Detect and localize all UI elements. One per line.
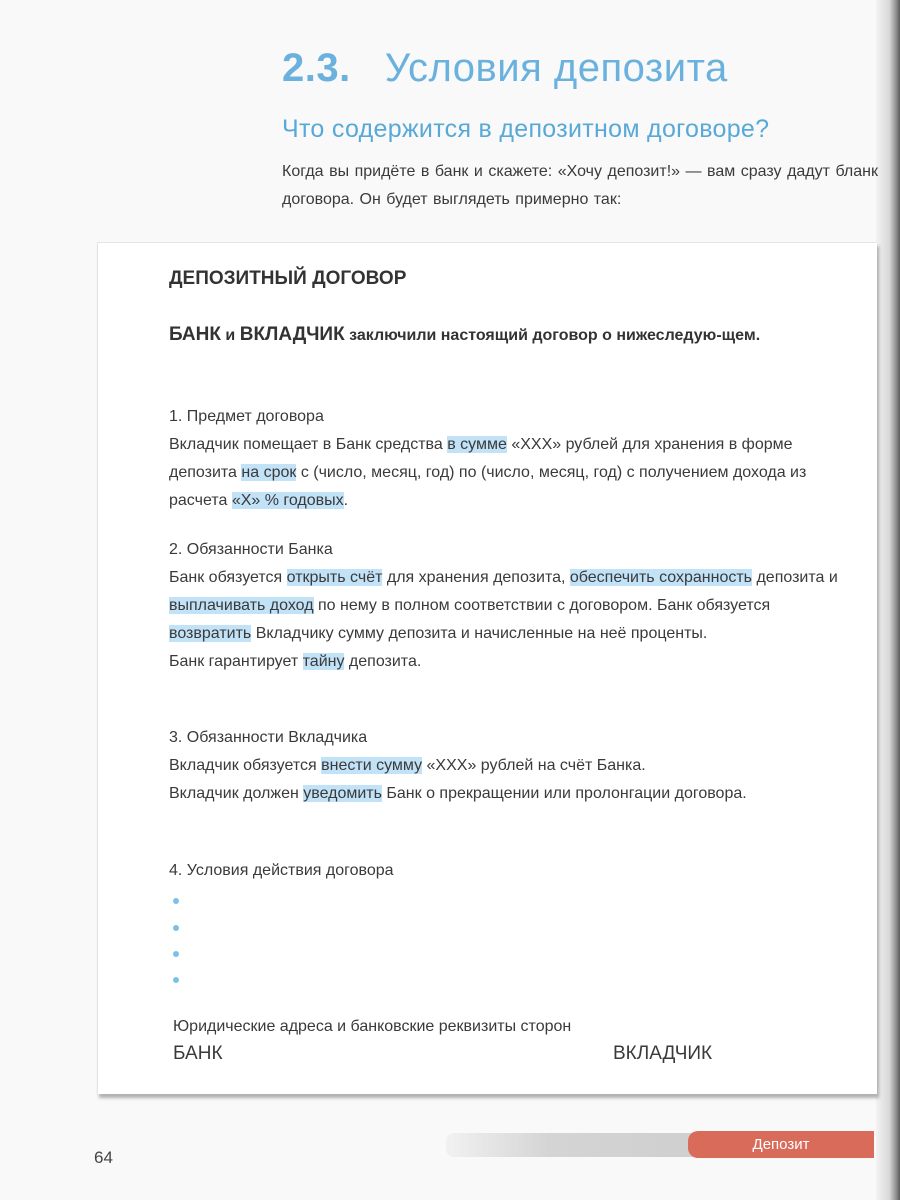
party-bank: БАНК	[169, 324, 221, 345]
section-body	[169, 431, 849, 515]
highlighted-term: тайну	[302, 653, 345, 670]
bullet-point-icon	[173, 977, 179, 983]
section-bank-duties	[169, 536, 849, 676]
signature-depositor: ВКЛАДЧИК	[613, 1043, 713, 1064]
section-body	[169, 564, 849, 648]
section-body-2	[169, 780, 849, 808]
section-heading: 3. Обязанности Вкладчика	[169, 729, 368, 746]
section-heading: 2. Обязанности Банка	[169, 541, 333, 558]
body-text: Банк обязуется	[169, 569, 287, 586]
highlighted-term: на срок	[241, 464, 297, 481]
body-text: «XXX» рублей для хранения в форме депозита	[169, 436, 793, 481]
chapter-title-text: Условия депозита	[384, 46, 728, 90]
body-text: «XXX» рублей на счёт Банка.	[422, 757, 646, 774]
body-text: для хранения депозита,	[382, 569, 570, 586]
body-text: Вкладчику сумму депозита и начисленные на неё проценты.	[251, 625, 708, 642]
body-text: с (число, месяц, год) по (число, месяц, год) с получением дохода из расчета	[169, 464, 807, 509]
body-text: Банк гарантирует	[169, 653, 303, 670]
highlighted-term: открыть счёт	[286, 569, 383, 586]
body-text: депозита.	[344, 653, 422, 670]
party-depositor: ВКЛАДЧИК	[239, 324, 345, 345]
bullet-point-icon	[173, 951, 179, 957]
signature-bank: БАНК	[173, 1043, 223, 1064]
chapter-title	[282, 46, 728, 91]
highlighted-term: уведомить	[303, 785, 382, 802]
contract-form	[97, 242, 877, 1094]
section-tab: Депозит	[688, 1131, 874, 1158]
page-number: 64	[94, 1148, 113, 1167]
highlighted-term: «X» % годовых	[231, 492, 344, 509]
body-text: Банк о прекращении или пролонгации договора.	[381, 785, 747, 802]
highlighted-term: внести сумму	[321, 757, 423, 774]
section-title: Что содержится в депозитном договоре?	[282, 115, 770, 143]
body-text: депозита и	[752, 569, 838, 586]
chapter-number: 2.3.	[282, 46, 351, 90]
preamble-text: заключили настоящий договор о нижеследую-щем.	[344, 327, 761, 344]
bullet-point-icon	[173, 898, 179, 904]
section-depositor-duties	[169, 724, 849, 808]
section-body-2	[169, 648, 849, 676]
section-terms	[169, 857, 849, 885]
intro-paragraph: Когда вы придёте в банк и скажете: «Хочу депозит!» — вам сразу дадут бланк договора. Он будет выглядеть примерно так:	[282, 163, 878, 208]
section-heading: 4. Условия действия договора	[169, 862, 394, 879]
bullet-point-icon	[173, 925, 179, 931]
highlighted-term: выплачивать доход	[169, 597, 314, 614]
contract-title: ДЕПОЗИТНЫЙ ДОГОВОР	[169, 268, 407, 289]
section-body	[169, 752, 849, 780]
highlighted-term: возвратить	[169, 625, 252, 642]
highlighted-term: обеспечить сохранность	[569, 569, 753, 586]
book-spine-shadow	[876, 0, 900, 1200]
section-heading: 1. Предмет договора	[169, 408, 324, 425]
requisites-label: Юридические адреса и банковские реквизиты сторон	[173, 1018, 572, 1035]
body-text: по нему в полном соответствии с договором. Банк обязуется	[313, 597, 771, 614]
body-text: Вкладчик помещает в Банк средства	[169, 436, 448, 453]
body-text: Вкладчик должен	[169, 785, 304, 802]
body-text: Вкладчик обязуется	[169, 757, 322, 774]
body-text: .	[343, 492, 349, 509]
footer-decorative-strip	[446, 1133, 706, 1157]
contract-preamble: БАНК и ВКЛАДЧИК заключили настоящий договор о нижеследую-щем.	[169, 324, 761, 345]
highlighted-term: в сумме	[447, 436, 507, 453]
section-subject	[169, 403, 849, 515]
